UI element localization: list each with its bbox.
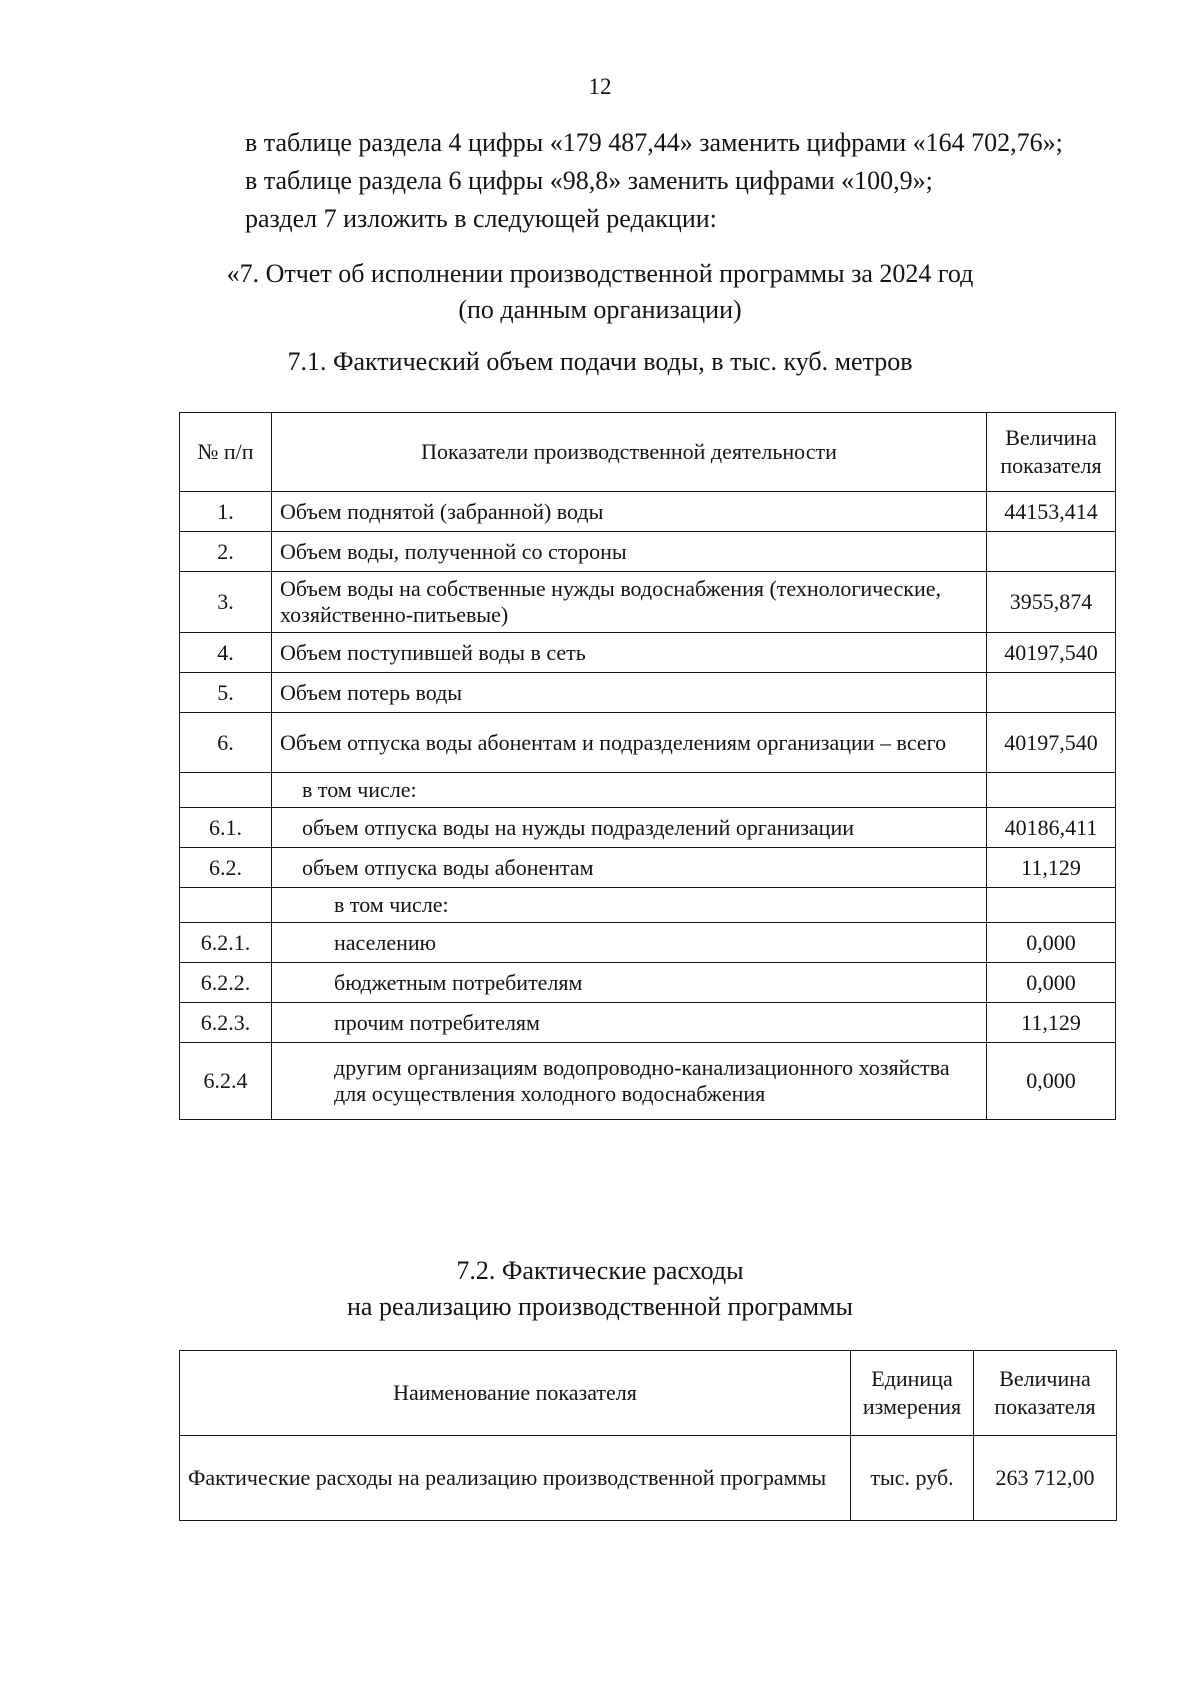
header-unit-line-2: измерения: [862, 1394, 962, 1419]
row-label: населению: [272, 923, 987, 963]
header-name: Наименование показателя: [180, 1351, 851, 1436]
row-num: 2.: [180, 532, 272, 572]
row-value: 0,000: [987, 963, 1116, 1003]
intro-line-2: в таблице раздела 6 цифры «98,8» заменить цифрами «100,9»;: [245, 166, 933, 195]
table-row: [180, 673, 1116, 713]
row-unit: тыс. руб.: [851, 1436, 974, 1521]
subsection-7-2-title-line-1: 7.2. Фактические расходы: [456, 1256, 744, 1285]
table-row: [180, 848, 1116, 888]
header-value-line-2: показателя: [994, 1394, 1096, 1419]
header-unit-line-1: Единица: [871, 1366, 953, 1391]
subsection-7-2-title: [0, 1253, 1200, 1325]
subsection-7-1-title: 7.1. Фактический объем подачи воды, в тыс. куб. метров: [287, 347, 913, 376]
header-value-line-2: показателя: [1000, 453, 1102, 478]
row-num: 6.2.4: [180, 1043, 272, 1120]
row-num: 4.: [180, 633, 272, 673]
row-name: Фактические расходы на реализацию производственной программы: [180, 1436, 851, 1521]
row-value: 0,000: [987, 923, 1116, 963]
table-header-row: [180, 413, 1116, 492]
row-label: Объем потерь воды: [272, 673, 987, 713]
table-row: [180, 532, 1116, 572]
water-volume-table: [179, 412, 1116, 1120]
row-num: 6.2.: [180, 848, 272, 888]
row-label: прочим потребителям: [272, 1003, 987, 1043]
table-row: [180, 633, 1116, 673]
section-7-title: [0, 256, 1200, 328]
table-row: [180, 1003, 1116, 1043]
table-row: [180, 1436, 1117, 1521]
row-value: 0,000: [987, 1043, 1116, 1120]
row-label: в том числе:: [272, 773, 987, 808]
row-num: 6.2.2.: [180, 963, 272, 1003]
table-row: [180, 963, 1116, 1003]
row-label: Объем поступившей воды в сеть: [272, 633, 987, 673]
intro-line-1: в таблице раздела 4 цифры «179 487,44» заменить цифрами «164 702,76»;: [245, 128, 1063, 157]
row-num: 6.: [180, 713, 272, 773]
row-num: 6.2.1.: [180, 923, 272, 963]
row-label: объем отпуска воды на нужды подразделений организации: [272, 808, 987, 848]
row-value: 3955,874: [987, 572, 1116, 633]
section-7-title-line-1: «7. Отчет об исполнении производственной программы за 2024 год: [226, 259, 974, 288]
row-num: 6.1.: [180, 808, 272, 848]
row-value: [987, 888, 1116, 923]
row-value: [987, 773, 1116, 808]
row-value: [987, 673, 1116, 713]
row-value: 11,129: [987, 848, 1116, 888]
table-row: [180, 492, 1116, 532]
table-row: [180, 888, 1116, 923]
table-row: [180, 808, 1116, 848]
intro-line-3: раздел 7 изложить в следующей редакции:: [245, 204, 717, 233]
row-num: 1.: [180, 492, 272, 532]
row-label: объем отпуска воды абонентам: [272, 848, 987, 888]
row-label: Объем отпуска воды абонентам и подразделениям организации – всего: [272, 713, 987, 773]
header-num: № п/п: [180, 413, 272, 492]
table-row: [180, 1043, 1116, 1120]
table-row: [180, 713, 1116, 773]
row-num: 6.2.3.: [180, 1003, 272, 1043]
intro-text: [245, 124, 1145, 238]
row-label: Объем воды на собственные нужды водоснабжения (технологические, хозяйственно-питьевые): [272, 572, 987, 633]
actual-costs-table: [179, 1350, 1117, 1521]
header-unit: [851, 1351, 974, 1436]
section-7-title-line-2: (по данным организации): [458, 295, 742, 324]
row-label: бюджетным потребителям: [272, 963, 987, 1003]
row-value: 44153,414: [987, 492, 1116, 532]
page-number: 12: [588, 74, 612, 99]
row-value: 11,129: [987, 1003, 1116, 1043]
header-value: [974, 1351, 1117, 1436]
table-row: [180, 773, 1116, 808]
header-value-line-1: Величина: [999, 1366, 1091, 1391]
table-row: [180, 923, 1116, 963]
row-label: другим организациям водопроводно-канализационного хозяйства для осуществления холодного водоснабжения: [272, 1043, 987, 1120]
row-value: [987, 532, 1116, 572]
table-header-row: [180, 1351, 1117, 1436]
row-value: 263 712,00: [974, 1436, 1117, 1521]
row-value: 40197,540: [987, 713, 1116, 773]
table-row: [180, 572, 1116, 633]
subsection-7-2-title-line-2: на реализацию производственной программы: [346, 1292, 853, 1321]
row-num: [180, 888, 272, 923]
header-indicator: Показатели производственной деятельности: [272, 413, 987, 492]
row-num: [180, 773, 272, 808]
row-label: в том числе:: [272, 888, 987, 923]
row-value: 40186,411: [987, 808, 1116, 848]
row-num: 3.: [180, 572, 272, 633]
header-value-line-1: Величина: [1005, 425, 1097, 450]
header-value: [987, 413, 1116, 492]
row-num: 5.: [180, 673, 272, 713]
row-value: 40197,540: [987, 633, 1116, 673]
row-label: Объем поднятой (забранной) воды: [272, 492, 987, 532]
row-label: Объем воды, полученной со стороны: [272, 532, 987, 572]
